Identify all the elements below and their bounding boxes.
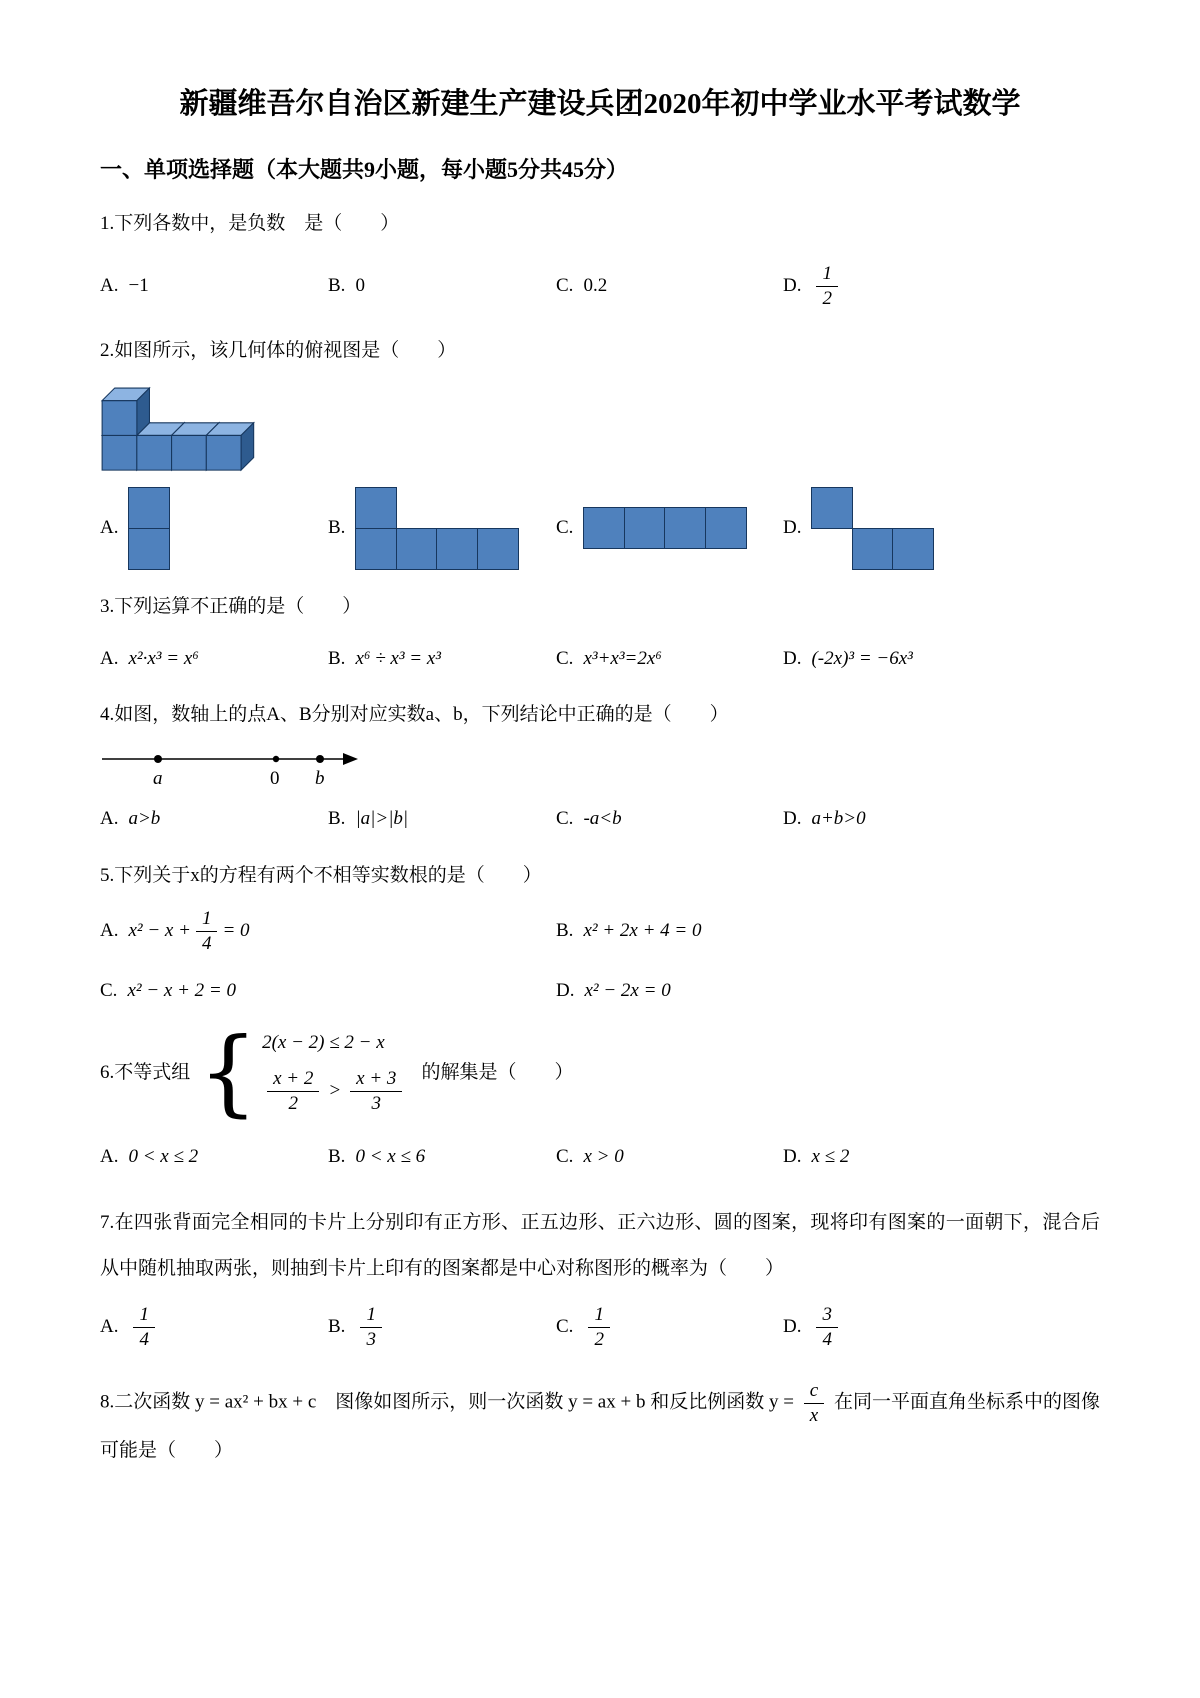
square-cell bbox=[705, 507, 747, 549]
q7-option-a bbox=[100, 1303, 328, 1352]
fraction-denominator: 2 bbox=[822, 287, 832, 309]
option-label: D. bbox=[783, 1145, 802, 1167]
inequality-system bbox=[262, 1030, 407, 1115]
page-title: 新疆维吾尔自治区新建生产建设兵团2020年初中学业水平考试数学 bbox=[179, 88, 1021, 120]
fraction-numerator: 1 bbox=[133, 1303, 155, 1328]
option-formula: x³+x³=2x⁶ bbox=[583, 647, 662, 669]
option-label: B. bbox=[328, 1145, 346, 1167]
option-label: B. bbox=[328, 517, 346, 539]
q8-text-part1: 8.二次函数 y = ax² + bx + c 图像如图所示，则一次函数 y = ax + b 和反比例函数 y = bbox=[100, 1392, 794, 1414]
option-label: A. bbox=[100, 517, 119, 539]
q3-option-d bbox=[783, 644, 1100, 674]
q2-option-c bbox=[556, 507, 783, 549]
q4-option-a bbox=[100, 805, 328, 835]
option-label: C. bbox=[556, 808, 574, 830]
option-formula: x² − 2x = 0 bbox=[584, 979, 671, 1001]
question-8-text bbox=[100, 1379, 1100, 1474]
q5-option-c bbox=[100, 976, 556, 1006]
q4-option-b bbox=[328, 805, 556, 835]
point-a-dot bbox=[154, 755, 162, 763]
option-label: B. bbox=[328, 647, 346, 669]
q4-option-c bbox=[556, 805, 783, 835]
q1-option-a bbox=[100, 271, 328, 301]
q3-option-b bbox=[328, 644, 556, 674]
option-label: C. bbox=[556, 517, 574, 539]
fraction-denominator: 4 bbox=[822, 1328, 832, 1350]
inequality-2 bbox=[262, 1067, 407, 1116]
q5-option-a bbox=[100, 907, 556, 956]
q6-option-b bbox=[328, 1142, 556, 1172]
fraction-denominator: 4 bbox=[139, 1328, 149, 1350]
square-row bbox=[355, 528, 519, 570]
q8-text-part2: 在同一平面直角坐标系中的图像可能是（ ） bbox=[100, 1392, 1101, 1461]
q2-solid-cubes-figure bbox=[100, 379, 260, 475]
option-value: 0 bbox=[355, 274, 365, 296]
option-formula: x² − x + 2 = 0 bbox=[127, 979, 236, 1001]
question-5-options-row-1 bbox=[100, 907, 1100, 956]
fraction-one-quarter bbox=[196, 907, 218, 956]
q2-option-a bbox=[100, 487, 328, 570]
q2-option-a-figure bbox=[128, 487, 170, 570]
q7-option-b bbox=[328, 1303, 556, 1352]
option-label: C. bbox=[556, 274, 574, 296]
option-label: A. bbox=[100, 808, 119, 830]
option-formula: a>b bbox=[128, 808, 161, 830]
option-label: A. bbox=[100, 274, 119, 296]
option-formula: x > 0 bbox=[583, 1145, 624, 1167]
fraction-denominator: 3 bbox=[371, 1092, 382, 1114]
option-formula: x ≤ 2 bbox=[811, 1145, 850, 1167]
option-formula: a+b>0 bbox=[811, 808, 866, 830]
option-label: B. bbox=[328, 274, 346, 296]
fraction-denominator: 3 bbox=[366, 1328, 376, 1350]
fraction-numerator: 1 bbox=[360, 1303, 382, 1328]
option-formula: -a<b bbox=[583, 808, 622, 830]
q5-option-b bbox=[556, 917, 1100, 947]
option-label: C. bbox=[556, 1315, 574, 1337]
fraction-numerator: c bbox=[804, 1379, 824, 1404]
fraction-denominator: 2 bbox=[288, 1092, 298, 1114]
q2-option-b-figure bbox=[355, 487, 519, 570]
fraction-left bbox=[267, 1067, 319, 1116]
option-label: B. bbox=[328, 808, 346, 830]
q2-option-d-figure bbox=[811, 487, 934, 570]
option-label: C. bbox=[100, 979, 118, 1001]
question-1-text: 1.下列各数中，是负数 是（ ） bbox=[100, 213, 400, 235]
axis-label-zero: 0 bbox=[270, 767, 280, 789]
q6-text-post: 的解集是（ ） bbox=[421, 1061, 574, 1083]
option-label: C. bbox=[556, 647, 574, 669]
option-label: D. bbox=[783, 274, 802, 296]
option-label: D. bbox=[783, 517, 802, 539]
option-formula-suffix: = 0 bbox=[222, 920, 250, 942]
fraction-numerator: x + 3 bbox=[350, 1067, 402, 1092]
square-cell bbox=[355, 528, 397, 570]
fraction-denominator: x bbox=[809, 1405, 819, 1427]
square-cell bbox=[664, 507, 706, 549]
fraction-numerator: 1 bbox=[588, 1303, 610, 1328]
cube bbox=[206, 423, 253, 470]
q4-option-d bbox=[783, 805, 1100, 835]
q6-option-d bbox=[783, 1142, 1100, 1172]
option-value: −1 bbox=[128, 274, 149, 296]
q6-option-c bbox=[556, 1142, 783, 1172]
question-4-options bbox=[100, 805, 1100, 835]
comparison-operator: > bbox=[328, 1079, 342, 1101]
option-formula: x²·x³ = x⁶ bbox=[128, 647, 199, 669]
fraction-denominator: 4 bbox=[201, 933, 212, 955]
inequality-1: 2(x − 2) ≤ 2 − x bbox=[262, 1032, 385, 1054]
square-cell bbox=[624, 507, 666, 549]
option-label: D. bbox=[556, 979, 575, 1001]
q6-option-a bbox=[100, 1142, 328, 1172]
square-cell bbox=[583, 507, 625, 549]
axis-label-b: b bbox=[315, 767, 325, 789]
square-cell bbox=[852, 528, 894, 570]
square-cell bbox=[396, 528, 438, 570]
option-label: D. bbox=[783, 647, 802, 669]
option-label: D. bbox=[783, 1315, 802, 1337]
square-cell bbox=[436, 528, 478, 570]
fraction-numerator: 1 bbox=[816, 262, 838, 287]
point-b-dot bbox=[316, 755, 324, 763]
option-formula: x⁶ ÷ x³ = x³ bbox=[355, 647, 441, 669]
option-formula: |a|>|b| bbox=[355, 808, 409, 830]
q8-fraction-c-over-x bbox=[804, 1379, 824, 1428]
question-7-options bbox=[100, 1303, 1100, 1352]
fraction-numerator: 1 bbox=[196, 907, 218, 932]
axis-label-a: a bbox=[153, 767, 163, 789]
option-value: 0.2 bbox=[583, 274, 608, 296]
fraction bbox=[816, 1303, 838, 1352]
option-formula: (-2x)³ = −6x³ bbox=[811, 647, 913, 669]
question-5-options-row-2 bbox=[100, 976, 1100, 1006]
option-label: B. bbox=[328, 1315, 346, 1337]
origin-dot bbox=[273, 756, 279, 762]
fraction-numerator: 3 bbox=[816, 1303, 838, 1328]
fraction-denominator: 2 bbox=[594, 1328, 604, 1350]
q7-option-d bbox=[783, 1303, 1100, 1352]
question-5-text: 5.下列关于x的方程有两个不相等实数根的是（ ） bbox=[100, 864, 542, 886]
square-cell bbox=[128, 487, 170, 529]
q7-option-c bbox=[556, 1303, 783, 1352]
square-cell bbox=[477, 528, 519, 570]
square-cell bbox=[892, 528, 934, 570]
question-7-text: 7.在四张背面完全相同的卡片上分别印有正方形、正五边形、正六边形、圆的图案，现将印有图案的一面朝下，混合后从中随机抽取两张，则抽到卡片上印有的图案都是中心对称图形的概率为（ ） bbox=[100, 1211, 1100, 1280]
option-formula-prefix: x² − x + bbox=[128, 920, 191, 942]
q2-option-c-figure bbox=[583, 507, 747, 549]
option-formula: 0 < x ≤ 2 bbox=[128, 1145, 199, 1167]
q3-option-a bbox=[100, 644, 328, 674]
q6-text-pre: 6.不等式组 bbox=[100, 1061, 191, 1083]
option-label: A. bbox=[100, 1145, 119, 1167]
question-1-options bbox=[100, 262, 1100, 311]
axis-arrow bbox=[343, 753, 358, 765]
q5-option-d bbox=[556, 976, 1100, 1006]
q1-option-d bbox=[783, 262, 1100, 311]
q4-number-line-figure bbox=[100, 745, 362, 789]
question-4-text: 4.如图，数轴上的点A、B分别对应实数a、b，下列结论中正确的是（ ） bbox=[100, 704, 729, 726]
square-cell bbox=[811, 487, 853, 529]
section-heading: 一、单项选择题（本大题共9小题，每小题5分共45分） bbox=[100, 156, 629, 182]
square-cell bbox=[355, 487, 397, 529]
option-label: A. bbox=[100, 920, 119, 942]
q2-option-d bbox=[783, 487, 1100, 570]
option-formula: 0 < x ≤ 6 bbox=[355, 1145, 426, 1167]
question-2-text: 2.如图所示，该几何体的俯视图是（ ） bbox=[100, 340, 457, 362]
option-formula: x² + 2x + 4 = 0 bbox=[583, 920, 702, 942]
square-cell bbox=[128, 528, 170, 570]
question-6-options bbox=[100, 1142, 1100, 1172]
fraction-one-half bbox=[816, 262, 838, 311]
q1-option-c bbox=[556, 271, 783, 301]
system-brace: { bbox=[198, 1017, 259, 1127]
fraction-right bbox=[350, 1067, 402, 1116]
square-row bbox=[852, 528, 935, 570]
question-6-stem bbox=[100, 1017, 1100, 1127]
fraction bbox=[588, 1303, 610, 1352]
fraction bbox=[360, 1303, 382, 1352]
fraction bbox=[133, 1303, 155, 1352]
q2-option-b bbox=[328, 487, 556, 570]
option-label: A. bbox=[100, 1315, 119, 1337]
q1-option-b bbox=[328, 271, 556, 301]
cube-stacked bbox=[102, 388, 149, 435]
option-label: C. bbox=[556, 1145, 574, 1167]
q3-option-c bbox=[556, 644, 783, 674]
option-label: D. bbox=[783, 808, 802, 830]
question-3-options bbox=[100, 644, 1100, 674]
question-2-options bbox=[100, 487, 1100, 570]
question-3-text: 3.下列运算不正确的是（ ） bbox=[100, 595, 362, 617]
fraction-numerator: x + 2 bbox=[267, 1067, 319, 1092]
option-label: A. bbox=[100, 647, 119, 669]
option-label: B. bbox=[556, 920, 574, 942]
